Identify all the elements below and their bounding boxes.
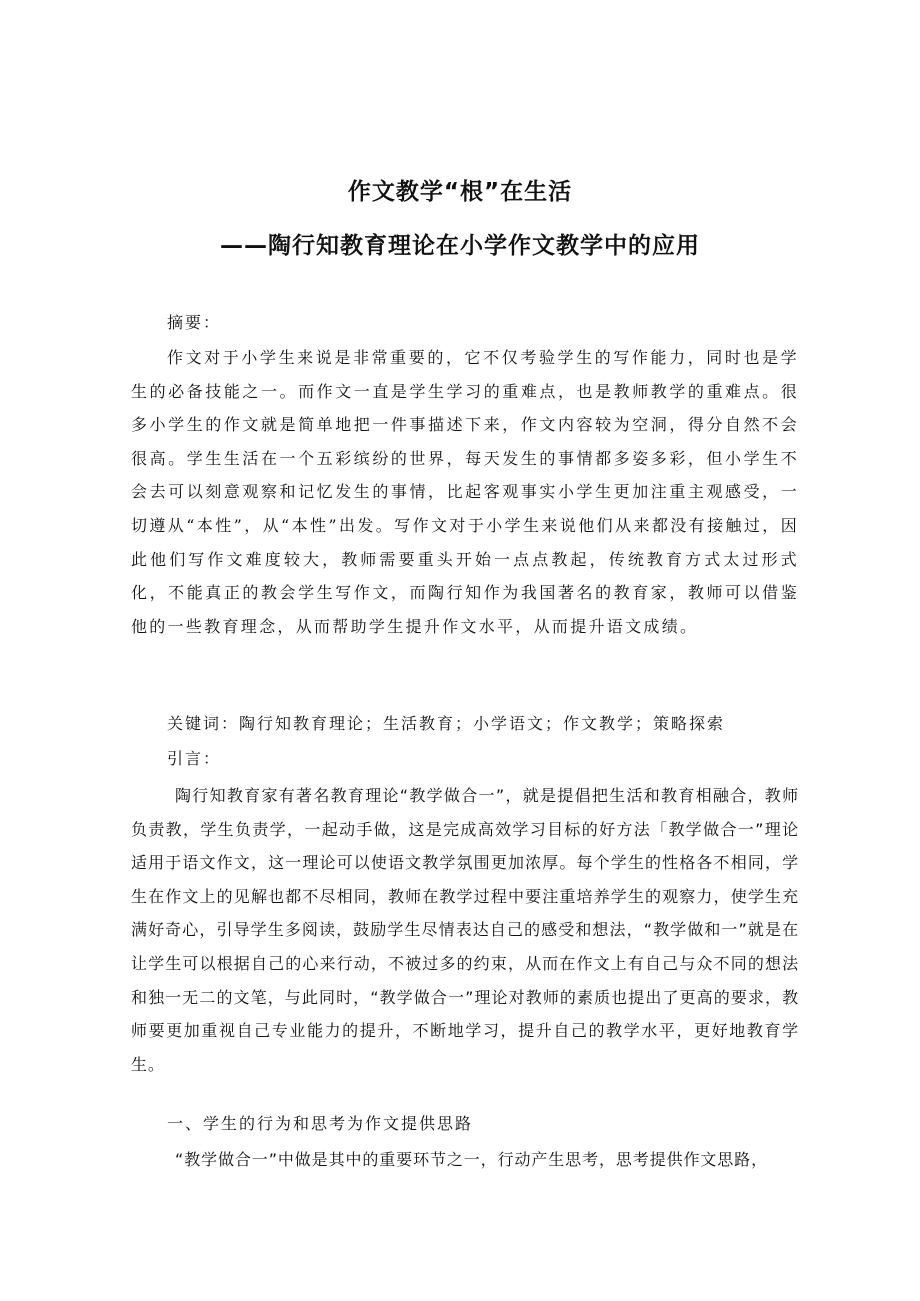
keywords-line: 关键词：陶行知教育理论；生活教育；小学语文；作文教学；策略探索 xyxy=(167,714,726,733)
section-heading-1: 一、学生的行为和思考为作文提供思路 xyxy=(167,1114,474,1133)
document-title: 作文教学“根”在生活 xyxy=(347,179,573,205)
abstract-label: 摘要： xyxy=(167,313,222,332)
section-1-paragraph: “教学做合一”中做是其中的重要环节之一，行动产生思考，思考提供作文思路， xyxy=(175,1150,768,1169)
intro-label: 引言： xyxy=(167,749,222,768)
abstract-paragraph: 作文对于小学生来说是非常重要的，它不仅考验学生的写作能力，同时也是学生的必备技能之一。而作文一直是学生学习的重难点，也是教师教学的重难点。很多小学生的作文就是简单地把一件事描述下来，作文内容较为空洞，得分自然不会很高。学生生活在一个五彩缤纷的世界，每天发生的事情都多姿多彩，但小学生不会去可以刻意观察和记忆发生的事情，比起客观事实小学生更加注重主观感受，一切遵从“本性”，从“本性”出发。写作文对于小学生来说他们从来都没有接触过，因此他们写作文难度较大，教师需要重头开始一点点教起，传统教育方式太过形式化，不能真正的教会学生写作文，而陶行知作为我国著名的教育家，教师可以借鉴他的一些教育理念，从而帮助学生提升作文水平，从而提升语文成绩。 xyxy=(131,348,799,636)
document-subtitle: ——陶行知教育理论在小学作文教学中的应用 xyxy=(220,233,700,259)
intro-paragraph: 陶行知教育家有著名教育理论“教学做合一”，就是提倡把生活和教育相融合，教师负责教，学生负责学，一起动手做，这是完成高效学习目标的好方法「教学做合一”理论适用于语文作文，这一理论可以使语文教学氛围更加浓厚。每个学生的性格各不相同，学生在作文上的见解也都不尽相同，教师在教学过程中要注重培养学生的观察力，使学生充满好奇心，引导学生多阅读，鼓励学生尽情表达自己的感受和想法，“教学做和一”就是在让学生可以根据自己的心来行动，不被过多的约束，从而在作文上有自己与众不同的想法和独一无二的文笔，与此同时，“教学做合一”理论对教师的素质也提出了更高的要求，教师要更加重视自己专业能力的提升，不断地学习，提升自己的教学水平，更好地教育学生。 xyxy=(131,786,799,1074)
